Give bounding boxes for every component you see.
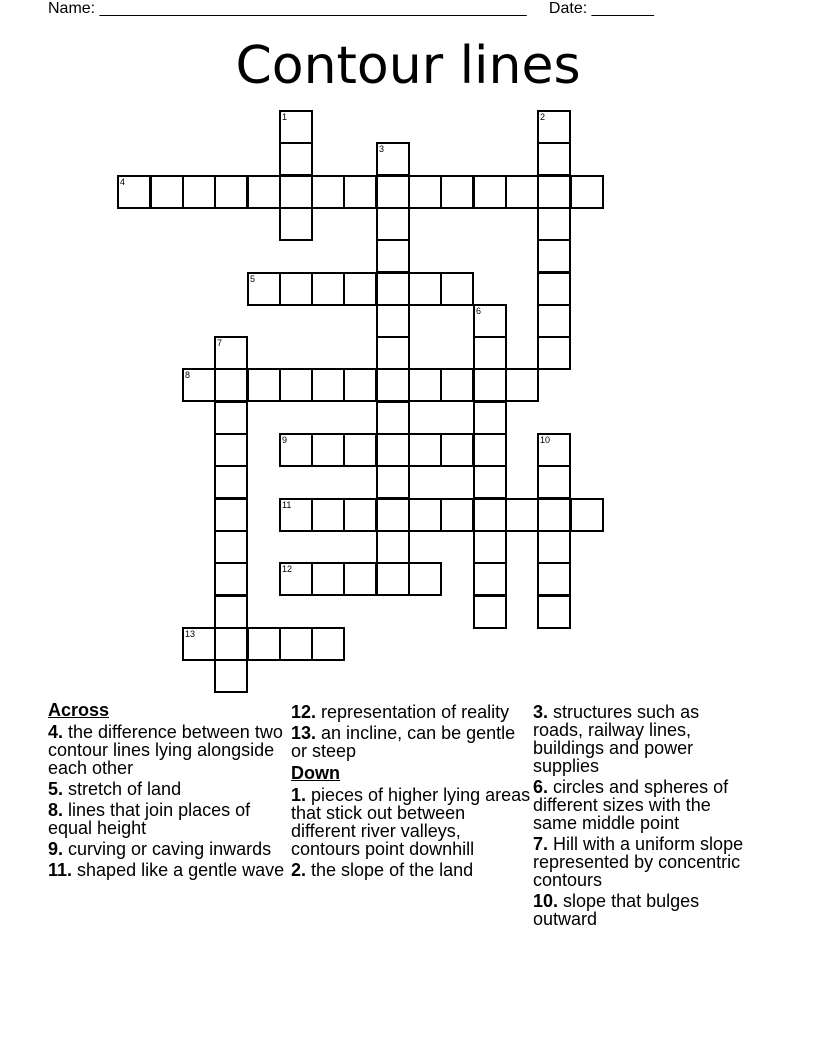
page-title: Contour lines: [235, 36, 581, 96]
grid-cell[interactable]: [473, 530, 507, 564]
clue-number: 13: [185, 629, 196, 639]
clue-number: 10: [540, 435, 551, 445]
grid-cell[interactable]: [311, 272, 345, 306]
clue-column-1: [48, 700, 288, 882]
grid-cell[interactable]: [343, 272, 377, 306]
clue-number: 2: [540, 112, 546, 122]
across-heading: Across: [48, 700, 110, 720]
grid-cell[interactable]: [537, 239, 571, 273]
grid-cell[interactable]: [311, 433, 345, 467]
clue-number: 12: [282, 564, 293, 574]
clue-number: 4: [120, 177, 126, 187]
grid-cell[interactable]: [473, 368, 507, 402]
clue-number: 6: [476, 306, 482, 316]
grid-cell[interactable]: [408, 272, 442, 306]
across-clue-11: 11. shaped like a gentle wave: [48, 860, 285, 880]
grid-cell[interactable]: [473, 595, 507, 629]
grid-cell[interactable]: [570, 498, 604, 532]
across-clue-5: 5. stretch of land: [48, 779, 182, 799]
grid-cell[interactable]: [473, 304, 507, 338]
across-clue-9: 9. curving or caving inwards: [48, 839, 272, 859]
clue-column-2: [291, 703, 531, 882]
grid-cell[interactable]: [376, 465, 410, 499]
across-clue-8: 8. lines that join places of equal height: [48, 800, 251, 838]
grid-cell[interactable]: [279, 627, 313, 661]
grid-cell[interactable]: [473, 562, 507, 596]
grid-cell[interactable]: [150, 175, 184, 209]
grid-cell[interactable]: [247, 627, 281, 661]
down-heading: Down: [291, 763, 340, 783]
grid-cell[interactable]: [537, 562, 571, 596]
grid-cell[interactable]: [311, 175, 345, 209]
name-date-line: Name: ________________________________________________ Date: _______: [48, 0, 654, 17]
grid-cell[interactable]: [376, 239, 410, 273]
down-clue-7: 7. Hill with a uniform slope represented by concentric contours: [533, 834, 744, 890]
down-clue-6: 6. circles and spheres of different sizes with the same middle point: [533, 777, 729, 833]
down-clue-3: 3. structures such as roads, railway lines, buildings and power supplies: [533, 702, 700, 776]
grid-cell[interactable]: [537, 336, 571, 370]
grid-cell[interactable]: [376, 368, 410, 402]
grid-cell[interactable]: [182, 368, 216, 402]
grid-cell[interactable]: [214, 595, 248, 629]
grid-cell[interactable]: [473, 465, 507, 499]
clue-number: 1: [282, 112, 288, 122]
grid-cell[interactable]: [279, 498, 313, 532]
grid-cell[interactable]: [214, 498, 248, 532]
grid-cell[interactable]: [473, 498, 507, 532]
grid-cell[interactable]: [376, 401, 410, 435]
grid-cell[interactable]: [376, 207, 410, 241]
clue-number: 11: [282, 500, 292, 510]
grid-cell[interactable]: [473, 401, 507, 435]
grid-cell[interactable]: [279, 272, 313, 306]
clue-number: 3: [379, 144, 385, 154]
grid-cell[interactable]: [376, 562, 410, 596]
grid-cell[interactable]: [343, 562, 377, 596]
grid-cell[interactable]: [376, 272, 410, 306]
grid-cell[interactable]: [311, 627, 345, 661]
grid-cell[interactable]: [537, 272, 571, 306]
grid-cell[interactable]: [440, 498, 474, 532]
grid-cell[interactable]: [311, 562, 345, 596]
clue-number: 9: [282, 435, 288, 445]
grid-cell[interactable]: [537, 110, 571, 144]
grid-cell[interactable]: [408, 433, 442, 467]
grid-cell[interactable]: [214, 627, 248, 661]
grid-cell[interactable]: [214, 433, 248, 467]
down-clue-2: 2. the slope of the land: [291, 860, 474, 880]
across-clue-13: 13. an incline, can be gentle or steep: [291, 723, 516, 761]
grid-cell[interactable]: [537, 142, 571, 176]
grid-cell[interactable]: [408, 175, 442, 209]
grid-cell[interactable]: [311, 368, 345, 402]
grid-cell[interactable]: [343, 175, 377, 209]
grid-cell[interactable]: [247, 368, 281, 402]
clue-number: 8: [185, 370, 191, 380]
grid-cell[interactable]: [505, 175, 539, 209]
grid-cell[interactable]: [376, 304, 410, 338]
down-clue-10: 10. slope that bulges outward: [533, 891, 700, 929]
grid-cell[interactable]: [376, 433, 410, 467]
grid-cell[interactable]: [440, 175, 474, 209]
grid-cell[interactable]: [376, 336, 410, 370]
grid-cell[interactable]: [214, 368, 248, 402]
grid-cell[interactable]: [343, 498, 377, 532]
grid-cell[interactable]: [214, 530, 248, 564]
grid-cell[interactable]: [408, 368, 442, 402]
grid-cell[interactable]: [537, 595, 571, 629]
grid-cell[interactable]: [570, 175, 604, 209]
grid-cell[interactable]: [376, 175, 410, 209]
across-clue-12: 12. representation of reality: [291, 702, 510, 722]
grid-cell[interactable]: [214, 336, 248, 370]
grid-cell[interactable]: [117, 175, 151, 209]
grid-cell[interactable]: [537, 304, 571, 338]
grid-cell[interactable]: [473, 175, 507, 209]
grid-cell[interactable]: [473, 336, 507, 370]
grid-cell[interactable]: [440, 272, 474, 306]
grid-cell[interactable]: [214, 465, 248, 499]
grid-cell[interactable]: [440, 368, 474, 402]
grid-cell[interactable]: [537, 498, 571, 532]
grid-cell[interactable]: [343, 368, 377, 402]
grid-cell[interactable]: [214, 175, 248, 209]
grid-cell[interactable]: [473, 433, 507, 467]
grid-cell[interactable]: [408, 562, 442, 596]
grid-cell[interactable]: [182, 627, 216, 661]
grid-cell[interactable]: [408, 498, 442, 532]
grid-cell[interactable]: [440, 433, 474, 467]
grid-cell[interactable]: [247, 272, 281, 306]
clue-number: 5: [250, 274, 256, 284]
grid-cell[interactable]: [376, 530, 410, 564]
grid-cell[interactable]: [279, 207, 313, 241]
grid-cell[interactable]: [311, 498, 345, 532]
grid-cell[interactable]: [343, 433, 377, 467]
down-clue-1: 1. pieces of higher lying areas that stick out between different river valleys, contours point downhill: [291, 785, 531, 859]
grid-cell[interactable]: [279, 110, 313, 144]
grid-cell[interactable]: [505, 498, 539, 532]
grid-cell[interactable]: [279, 142, 313, 176]
grid-cell[interactable]: [182, 175, 216, 209]
grid-cell[interactable]: [376, 498, 410, 532]
grid-cell[interactable]: [279, 368, 313, 402]
grid-cell[interactable]: [279, 175, 313, 209]
grid-cell[interactable]: [279, 433, 313, 467]
grid-cell[interactable]: [279, 562, 313, 596]
grid-cell[interactable]: [376, 142, 410, 176]
grid-cell[interactable]: [247, 175, 281, 209]
grid-cell[interactable]: [537, 207, 571, 241]
clue-column-3: [533, 703, 753, 931]
grid-cell[interactable]: [537, 465, 571, 499]
clue-number: 7: [217, 338, 223, 348]
grid-cell[interactable]: [505, 368, 539, 402]
grid-cell[interactable]: [537, 433, 571, 467]
grid-cell[interactable]: [537, 175, 571, 209]
across-clue-4: 4. the difference between two contour lines lying alongside each other: [48, 722, 283, 778]
grid-cell[interactable]: [214, 401, 248, 435]
grid-cell[interactable]: [537, 530, 571, 564]
grid-cell[interactable]: [214, 562, 248, 596]
grid-cell[interactable]: [214, 659, 248, 693]
